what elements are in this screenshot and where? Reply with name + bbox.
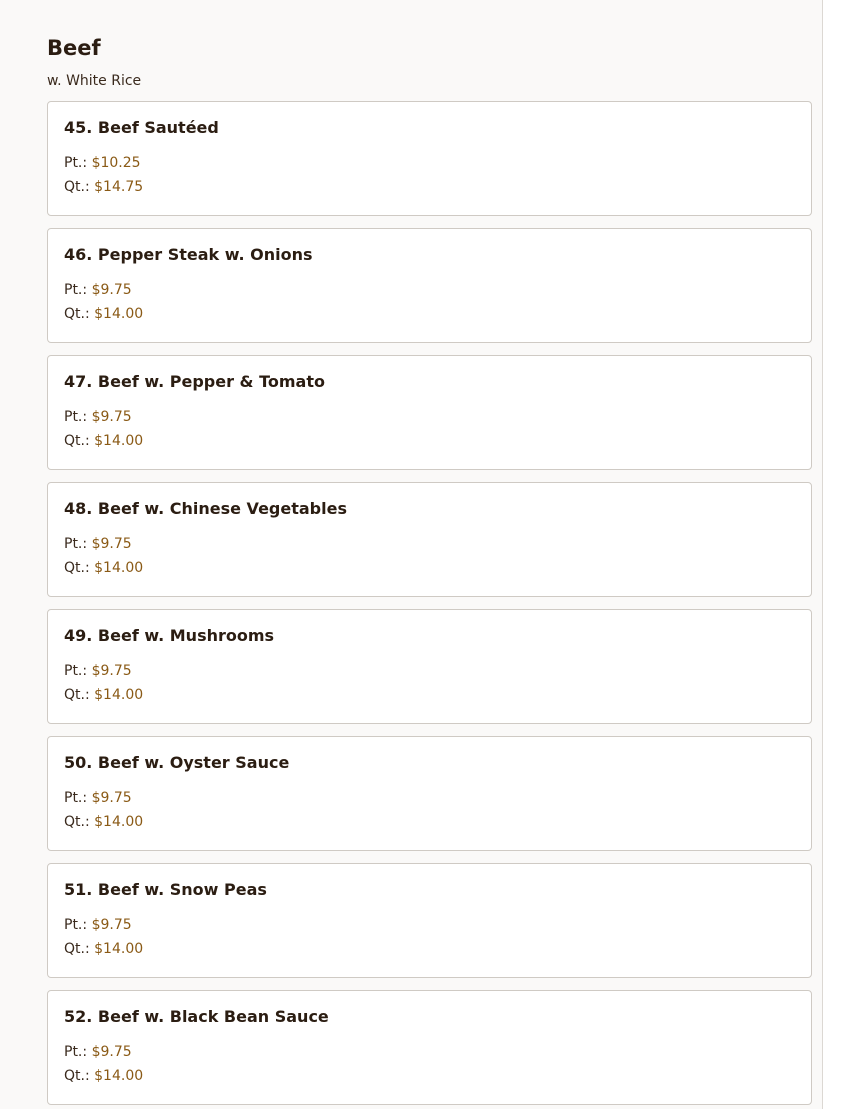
menu-item-card[interactable] (47, 101, 812, 216)
pint-label: Pt.: (64, 536, 88, 552)
pint-label: Pt.: (64, 1044, 88, 1060)
quart-label: Qt.: (64, 179, 90, 195)
quart-price: $14.00 (94, 1068, 144, 1084)
quart-label: Qt.: (64, 941, 90, 957)
menu-item-name: 50. Beef w. Oyster Sauce (64, 753, 290, 772)
pint-price: $9.75 (91, 790, 132, 806)
menu-item-card[interactable] (47, 228, 812, 343)
menu-item-card[interactable] (47, 609, 812, 724)
beef-section (47, 34, 812, 1109)
quart-price: $14.00 (94, 306, 144, 322)
menu-item-name: 48. Beef w. Chinese Vegetables (64, 499, 347, 518)
pint-price-row (64, 659, 795, 683)
menu-item-card[interactable] (47, 990, 812, 1105)
pint-label: Pt.: (64, 282, 88, 298)
menu-item-name: 45. Beef Sautéed (64, 118, 219, 137)
pint-price: $9.75 (91, 917, 132, 933)
pint-price-row (64, 786, 795, 810)
quart-price: $14.00 (94, 687, 144, 703)
quart-label: Qt.: (64, 1068, 90, 1084)
quart-price: $14.75 (94, 179, 144, 195)
pint-label: Pt.: (64, 663, 88, 679)
pint-label: Pt.: (64, 155, 88, 171)
quart-price-row (64, 302, 795, 326)
quart-price-row (64, 556, 795, 580)
pint-label: Pt.: (64, 409, 88, 425)
menu-item-card[interactable] (47, 736, 812, 851)
quart-label: Qt.: (64, 687, 90, 703)
pint-label: Pt.: (64, 917, 88, 933)
pint-price: $9.75 (91, 1044, 132, 1060)
quart-label: Qt.: (64, 306, 90, 322)
quart-label: Qt.: (64, 560, 90, 576)
quart-label: Qt.: (64, 433, 90, 449)
menu-item-name: 52. Beef w. Black Bean Sauce (64, 1007, 329, 1026)
pint-price: $9.75 (91, 663, 132, 679)
quart-label: Qt.: (64, 814, 90, 830)
quart-price: $14.00 (94, 433, 144, 449)
quart-price-row (64, 810, 795, 834)
pint-price: $9.75 (91, 409, 132, 425)
quart-price-row (64, 937, 795, 961)
menu-item-list (47, 101, 812, 1105)
quart-price: $14.00 (94, 814, 144, 830)
quart-price-row (64, 1064, 795, 1088)
pint-price-row (64, 405, 795, 429)
pint-price: $9.75 (91, 536, 132, 552)
pint-price-row (64, 913, 795, 937)
pint-price-row (64, 1040, 795, 1064)
quart-price: $14.00 (94, 560, 144, 576)
quart-price: $14.00 (94, 941, 144, 957)
menu-item-name: 47. Beef w. Pepper & Tomato (64, 372, 325, 391)
section-title: Beef (47, 36, 101, 60)
pint-label: Pt.: (64, 790, 88, 806)
pint-price: $10.25 (91, 155, 141, 171)
pint-price: $9.75 (91, 282, 132, 298)
quart-price-row (64, 175, 795, 199)
menu-item-card[interactable] (47, 482, 812, 597)
section-subtitle: w. White Rice (47, 73, 142, 89)
quart-price-row (64, 429, 795, 453)
pint-price-row (64, 151, 795, 175)
pint-price-row (64, 532, 795, 556)
menu-item-name: 51. Beef w. Snow Peas (64, 880, 267, 899)
quart-price-row (64, 683, 795, 707)
menu-item-card[interactable] (47, 355, 812, 470)
menu-item-name: 46. Pepper Steak w. Onions (64, 245, 313, 264)
menu-item-card[interactable] (47, 863, 812, 978)
menu-item-name: 49. Beef w. Mushrooms (64, 626, 275, 645)
pint-price-row (64, 278, 795, 302)
